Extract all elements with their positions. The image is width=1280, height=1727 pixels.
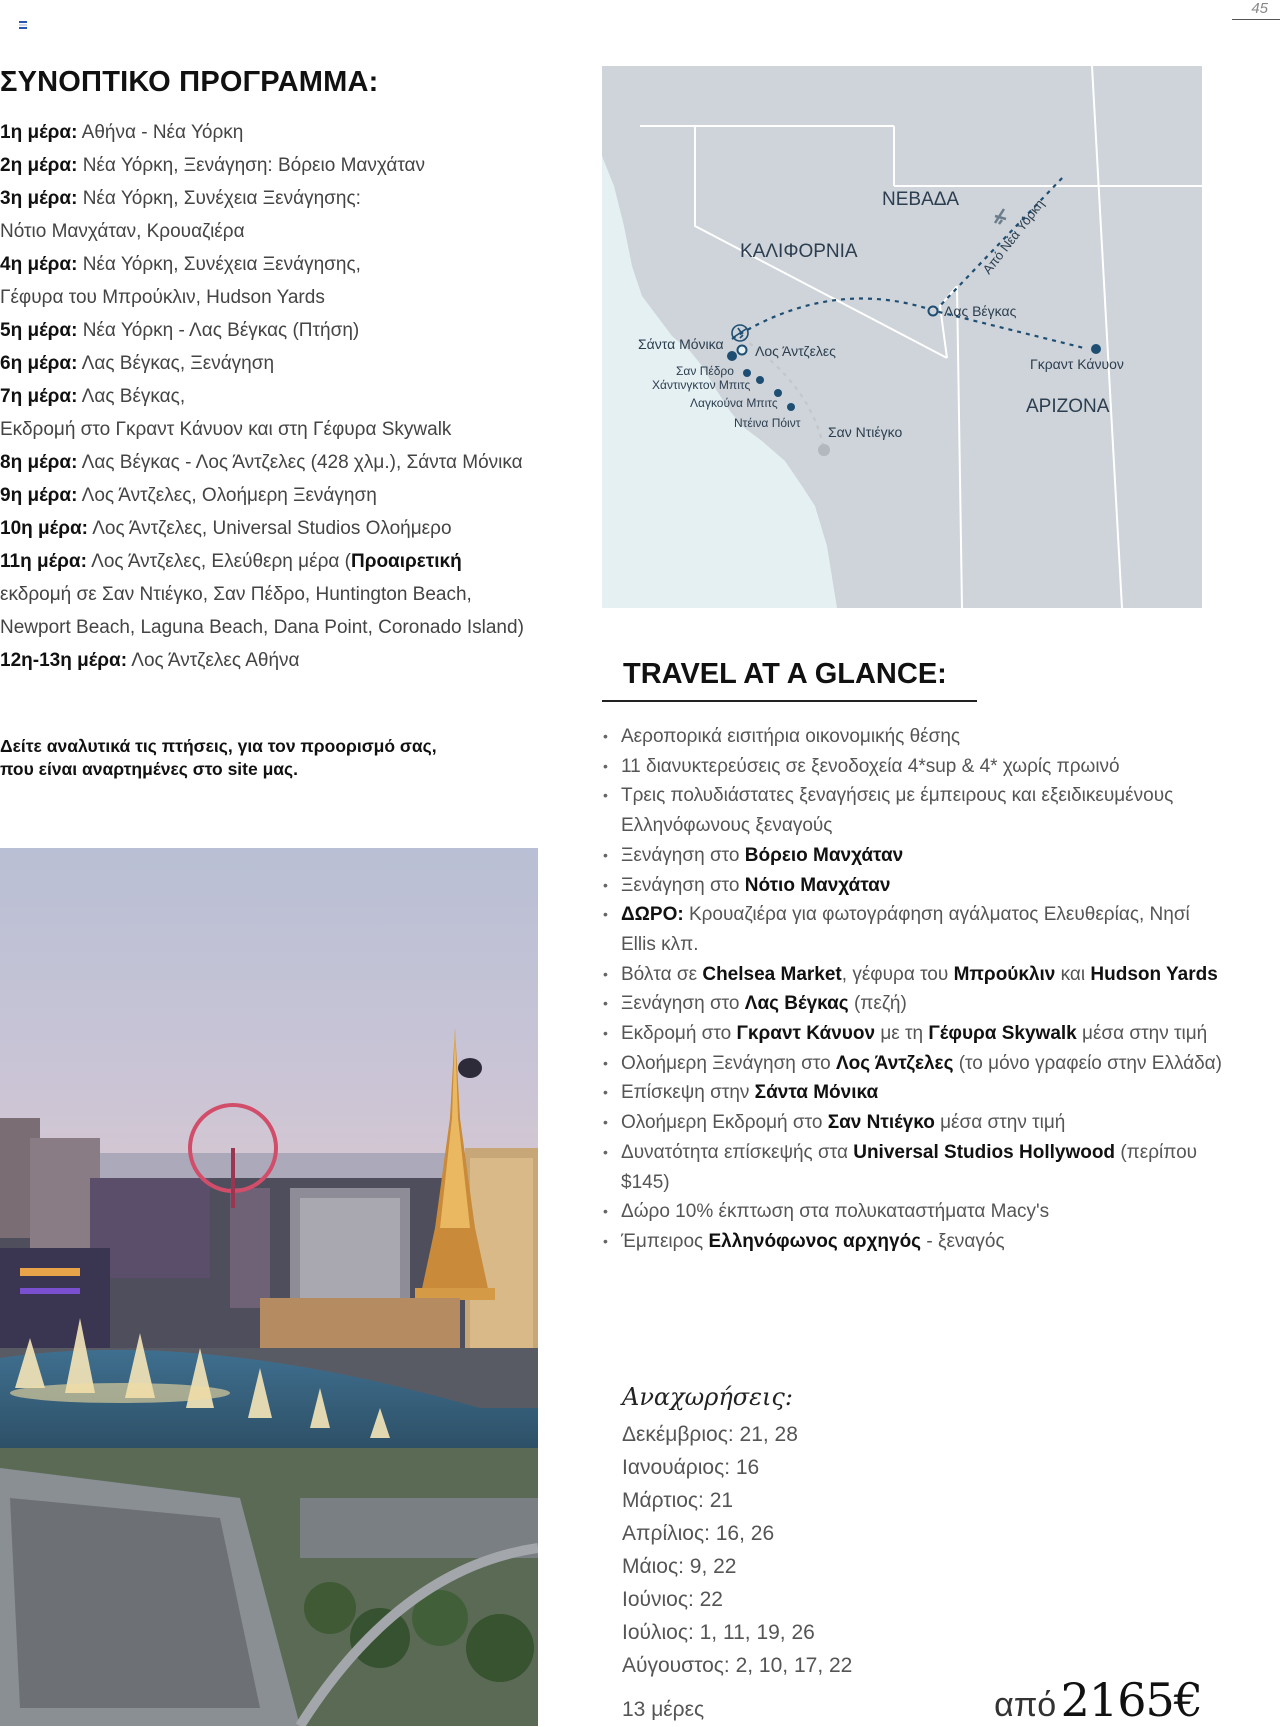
glance-item xyxy=(603,752,1223,782)
glance-item-bold: Hudson Yards xyxy=(1090,963,1218,985)
price-from: από xyxy=(994,1686,1057,1724)
day-item xyxy=(0,347,560,380)
map-label-san-diego: Σαν Ντιέγκο xyxy=(828,424,903,440)
day-item xyxy=(0,512,560,545)
day-label: 1η μέρα: xyxy=(0,122,78,143)
day-text-bold: Προαιρετική xyxy=(350,551,462,572)
day-text: Λας Βέγκας, xyxy=(81,386,186,407)
flights-note-line1: Δείτε αναλυτικά τις πτήσεις, για τον προορισμό σας, xyxy=(0,736,437,756)
glance-item-bold: Σάντα Μόνικα xyxy=(754,1082,879,1104)
glance-title-underline xyxy=(602,700,977,702)
greek-flag-icon xyxy=(19,21,27,28)
map-label-san-pedro: Σαν Πέδρο xyxy=(676,364,734,378)
day-text: Εκδρομή στο Γκραντ Κάνυον και στη Γέφυρα Skywalk xyxy=(0,419,452,440)
glance-item-bold: Σαν Ντιέγκο xyxy=(827,1112,935,1134)
duration: 13 μέρες xyxy=(622,1698,705,1721)
glance-item-text: και xyxy=(1055,963,1091,985)
day-text: Λας Βέγκας, Ξενάγηση xyxy=(81,353,275,374)
glance-item-text: (περίπου $145) xyxy=(621,1141,1198,1193)
glance-item-text: με τη xyxy=(875,1023,929,1045)
day-label: 5η μέρα: xyxy=(0,320,78,341)
glance-item-bold: Universal Studios Hollywood xyxy=(853,1141,1116,1163)
price-amount: 2165€ xyxy=(1060,1673,1202,1727)
day-label: 11η μέρα: xyxy=(0,551,87,572)
map-state-arizona: ΑΡΙΖΟΝΑ xyxy=(1026,396,1110,417)
day-label: 10η μέρα: xyxy=(0,518,88,539)
glance-item-text: Ξενάγηση στο xyxy=(621,874,745,896)
glance-item-text: Εκδρομή στο xyxy=(621,1023,737,1045)
glance-item-text: 11 διανυκτερεύσεις σε ξενοδοχεία 4*sup & 4* χωρίς πρωινό xyxy=(621,755,1120,777)
las-vegas-photo xyxy=(0,848,538,1726)
glance-item xyxy=(603,1019,1223,1049)
day-text: Αθήνα - Νέα Υόρκη xyxy=(81,122,244,143)
glance-item-text: Επίσκεψη στην xyxy=(621,1082,755,1104)
day-label: 7η μέρα: xyxy=(0,386,78,407)
glance-item xyxy=(603,781,1223,840)
map-label-huntington-beach: Χάντινγκτον Μπιτς xyxy=(652,378,751,392)
day-item xyxy=(0,281,560,314)
glance-item-text: - ξεναγός xyxy=(921,1230,1005,1252)
day-item xyxy=(0,248,560,281)
departure-item: Δεκέμβριος: 21, 28 xyxy=(622,1423,798,1446)
glance-item xyxy=(603,1138,1223,1197)
departure-item: Μάιος: 9, 22 xyxy=(622,1555,737,1578)
day-item xyxy=(0,479,560,512)
glance-item-text: Αεροπορικά εισιτήρια οικονομικής θέσης xyxy=(621,726,961,747)
day-label: 8η μέρα: xyxy=(0,452,78,473)
day-item xyxy=(0,413,560,446)
day-item xyxy=(0,545,560,578)
map-state-california: ΚΑΛΙΦΟΡΝΙΑ xyxy=(740,241,858,262)
day-text: Λος Άντζελες, Ολοήμερη Ξενάγηση xyxy=(81,485,377,506)
glance-title: TRAVEL AT A GLANCE: xyxy=(623,658,947,690)
day-text: Λος Άντζελες, Universal Studios Ολοήμερο xyxy=(92,518,452,539)
day-text: Νέα Υόρκη, Συνέχεια Ξενάγησης, xyxy=(82,254,361,275)
glance-item-bold: Λος Άντζελες xyxy=(835,1052,954,1074)
glance-list xyxy=(603,722,1223,1257)
map-label-dana-point: Ντέινα Πόιντ xyxy=(734,416,801,430)
day-text: Newport Beach, Laguna Beach, Dana Point, Coronado Island) xyxy=(0,617,524,638)
glance-item-text: μέσα στην τιμή xyxy=(934,1112,1066,1134)
glance-item xyxy=(603,871,1223,901)
day-item xyxy=(0,149,560,182)
page-number: 45 xyxy=(1251,0,1268,17)
day-item xyxy=(0,578,560,611)
day-text: Λος Άντζελες, Ελεύθερη μέρα ( xyxy=(91,551,351,572)
day-text: Λας Βέγκας - Λος Άντζελες (428 χλμ.), Σάντα Μόνικα xyxy=(81,452,523,473)
map-label-los-angeles: Λος Άντζελες xyxy=(755,343,836,359)
day-text: Λος Άντζελες Αθήνα xyxy=(131,650,300,671)
glance-item-bold: Μπρούκλιν xyxy=(953,963,1056,985)
glance-item-bold: Γέφυρα Skywalk xyxy=(928,1023,1077,1045)
glance-item-text: Τρεις πολυδιάστατες ξεναγήσεις με έμπειρους και εξειδικευμένους Ελληνόφωνους ξεναγούς xyxy=(621,785,1174,837)
glance-item-text: Βόλτα σε xyxy=(621,963,703,985)
flights-note-line2: που είναι αναρτημένες στο site μας. xyxy=(0,759,299,779)
glance-item-text: Δυνατότητα επίσκεψής στα xyxy=(621,1141,854,1163)
glance-item xyxy=(603,900,1223,959)
glance-item xyxy=(603,722,1223,752)
flights-note xyxy=(0,735,520,781)
day-text: εκδρομή σε Σαν Ντιέγκο, Σαν Πέδρο, Huntington Beach, xyxy=(0,584,472,605)
day-item xyxy=(0,314,560,347)
glance-item-bold: Γκραντ Κάνυον xyxy=(736,1023,876,1045)
map-label-grand-canyon: Γκραντ Κάνυον xyxy=(1030,356,1124,372)
glance-item-bold: Λας Βέγκας xyxy=(744,993,849,1015)
departure-item: Απρίλιος: 16, 26 xyxy=(622,1522,775,1545)
departure-item: Ιανουάριος: 16 xyxy=(622,1456,760,1479)
departure-item: Αύγουστος: 2, 10, 17, 22 xyxy=(622,1654,853,1677)
day-label: 4η μέρα: xyxy=(0,254,78,275)
glance-item-text: , γέφυρα του xyxy=(841,963,954,985)
glance-item xyxy=(603,1227,1223,1257)
day-text: Νέα Υόρκη - Λας Βέγκας (Πτήση) xyxy=(82,320,360,341)
day-item xyxy=(0,446,560,479)
glance-item xyxy=(603,1078,1223,1108)
map-label-laguna-beach: Λαγκούνα Μπιτς xyxy=(690,396,778,410)
departures-list xyxy=(622,1418,852,1682)
glance-item-text: (πεζή) xyxy=(848,993,907,1015)
day-text: Νέα Υόρκη, Συνέχεια Ξενάγησης: xyxy=(82,188,361,209)
glance-item-text: Ξενάγηση στο xyxy=(621,844,745,866)
glance-item-text: Δώρο 10% έκπτωση στα πολυκαταστήματα Macy's xyxy=(621,1201,1050,1223)
day-text: Γέφυρα του Μπρούκλιν, Hudson Yards xyxy=(0,287,325,308)
glance-item-text: Ολοήμερη Εκδρομή στο xyxy=(621,1112,828,1134)
departure-item: Ιούνιος: 22 xyxy=(622,1588,723,1611)
glance-item-text: Έμπειρος xyxy=(621,1230,709,1252)
glance-item xyxy=(603,841,1223,871)
map-state-nevada: ΝΕΒΑΔΑ xyxy=(882,189,960,210)
glance-item-bold: ΔΩΡΟ: xyxy=(621,904,684,926)
page-number-rule xyxy=(1232,19,1280,20)
glance-item-text: (το μόνο γραφείο στην Ελλάδα) xyxy=(953,1052,1222,1074)
day-item xyxy=(0,611,560,644)
map-label-from-new-york: Από Νέα Υόρκη xyxy=(979,196,1048,277)
glance-item-text: Ξενάγηση στο xyxy=(621,993,745,1015)
day-item xyxy=(0,182,560,215)
glance-item xyxy=(603,1197,1223,1227)
glance-item xyxy=(603,1108,1223,1138)
route-map xyxy=(602,66,1202,608)
glance-item-text: Ολοήμερη Ξενάγηση στο xyxy=(621,1052,836,1074)
day-item xyxy=(0,215,560,248)
day-text: Νότιο Μανχάταν, Κρουαζιέρα xyxy=(0,221,245,242)
glance-item-text: μέσα στην τιμή xyxy=(1076,1023,1208,1045)
glance-item-bold: Chelsea Market xyxy=(702,963,842,985)
day-label: 12η-13η μέρα: xyxy=(0,650,128,671)
day-item xyxy=(0,644,560,677)
glance-item xyxy=(603,960,1223,990)
day-label: 6η μέρα: xyxy=(0,353,78,374)
glance-item-bold: Βόρειο Μανχάταν xyxy=(744,844,904,866)
glance-item-text: Κρουαζιέρα για φωτογράφηση αγάλματος Ελευθερίας, Νησί Ellis κλπ. xyxy=(621,904,1190,955)
map-label-las-vegas: Λας Βέγκας xyxy=(944,303,1017,319)
departure-item: Ιούλιος: 1, 11, 19, 26 xyxy=(622,1621,815,1644)
day-program-list xyxy=(0,116,560,677)
day-label: 2η μέρα: xyxy=(0,155,78,176)
glance-item-bold: Ελληνόφωνος αρχηγός xyxy=(708,1230,922,1252)
day-text: Νέα Υόρκη, Ξενάγηση: Βόρειο Μανχάταν xyxy=(82,155,426,176)
departures-title: Αναχωρήσεις: xyxy=(622,1383,793,1411)
day-label: 3η μέρα: xyxy=(0,188,78,209)
glance-item-bold: Νότιο Μανχάταν xyxy=(744,874,891,896)
day-item xyxy=(0,116,560,149)
price xyxy=(994,1673,1202,1727)
glance-item xyxy=(603,1049,1223,1079)
glance-item xyxy=(603,989,1223,1019)
day-label: 9η μέρα: xyxy=(0,485,78,506)
map-label-santa-monica: Σάντα Μόνικα xyxy=(638,336,724,352)
day-item xyxy=(0,380,560,413)
departure-item: Μάρτιος: 21 xyxy=(622,1489,734,1512)
program-title: ΣΥΝΟΠΤΙΚΟ ΠΡΟΓΡΑΜΜΑ: xyxy=(0,66,379,98)
